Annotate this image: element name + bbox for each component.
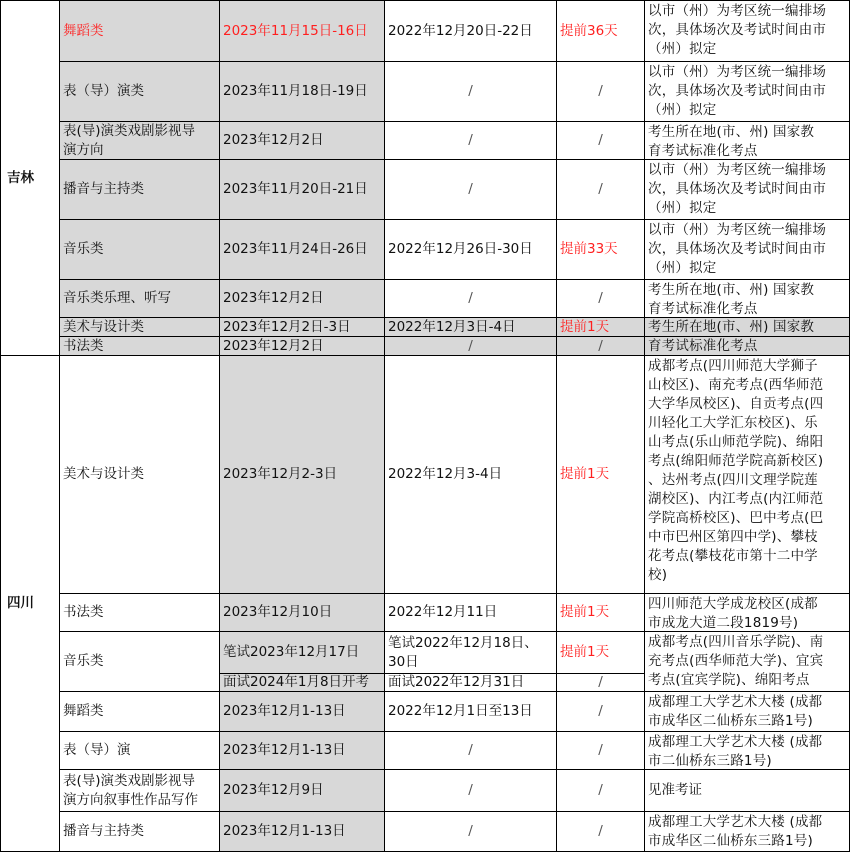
table-cell-category[interactable]: 书法类 [60,594,220,632]
table-cell-category[interactable]: 表(导)演类戏剧影视导 演方向 [60,122,220,160]
table-cell-category[interactable]: 表（导）演类 [60,62,220,122]
table-cell-exam-2022[interactable]: / [385,280,557,318]
table-cell-notes[interactable]: 成都考点(四川音乐学院)、南 充考点(西华师范大学)、宜宾 考点(宜宾学院)、绵阳考点 [645,632,850,692]
table-cell-category[interactable]: 音乐类乐理、听写 [60,280,220,318]
province-cell-sichuan[interactable] [0,356,60,852]
table-cell-notes[interactable]: 育考试标准化考点 [645,337,850,356]
table-cell-exam-2022[interactable]: / [385,732,557,770]
table-cell-exam-2023[interactable]: 笔试2023年12月17日 [220,632,385,674]
table-cell-exam-2022[interactable]: 2022年12月1日至13日 [385,692,557,732]
province-label: 四川 [7,595,34,611]
table-cell-notes[interactable]: 考生所在地(市、州) 国家教 [645,318,850,337]
table-cell-advance[interactable]: / [557,732,645,770]
table-cell-notes[interactable]: 见准考证 [645,770,850,812]
table-cell-exam-2023[interactable]: 2023年12月1-13日 [220,692,385,732]
table-cell-advance[interactable]: / [557,812,645,852]
table-cell-advance[interactable]: / [557,337,645,356]
table-cell-advance[interactable]: 提前36天 [557,0,645,62]
table-cell-interview-2022[interactable]: 面试2022年12月31日 [385,674,557,692]
table-cell-exam-2023[interactable]: 2023年12月2日 [220,337,385,356]
table-cell-advance[interactable]: / [557,280,645,318]
table-cell-exam-2022[interactable]: / [385,160,557,220]
table-cell-notes[interactable]: 考生所在地(市、州) 国家教 育考试标准化考点 [645,280,850,318]
table-cell-category[interactable]: 音乐类 [60,220,220,280]
table-cell-exam-2023[interactable]: 2023年11月24日-26日 [220,220,385,280]
table-cell-category[interactable]: 音乐类 [60,632,220,692]
table-cell-exam-2022[interactable]: 2022年12月3日-4日 [385,318,557,337]
table-cell-exam-2022[interactable]: 笔试2022年12月18日、 30日 [385,632,557,674]
table-cell-category[interactable]: 播音与主持类 [60,812,220,852]
table-cell-category[interactable]: 美术与设计类 [60,318,220,337]
table-cell-advance[interactable]: / [557,160,645,220]
table-cell-exam-2022[interactable]: / [385,122,557,160]
table-cell-advance[interactable]: / [557,62,645,122]
table-cell-advance[interactable]: 提前1天 [557,594,645,632]
table-cell-advance[interactable]: 提前1天 [557,632,645,674]
table-cell-category[interactable]: 表（导）演 [60,732,220,770]
table-cell-category[interactable]: 表(导)演类戏剧影视导 演方向叙事性作品写作 [60,770,220,812]
table-cell-advance[interactable]: / [557,770,645,812]
table-cell-category[interactable]: 舞蹈类 [60,0,220,62]
table-cell-exam-2023[interactable]: 2023年12月10日 [220,594,385,632]
table-cell-interview-advance[interactable]: / [557,674,645,692]
table-cell-notes[interactable]: 考生所在地(市、州) 国家教 育考试标准化考点 [645,122,850,160]
table-cell-exam-2022[interactable]: / [385,337,557,356]
table-cell-exam-2023[interactable]: 2023年12月2日 [220,280,385,318]
table-cell-notes[interactable]: 以市（州）为考区统一编排场 次，具体场次及考试时间由市 （州）拟定 [645,0,850,62]
table-cell-exam-2023[interactable]: 2023年12月1-13日 [220,732,385,770]
table-cell-notes[interactable]: 以市（州）为考区统一编排场 次，具体场次及考试时间由市 （州）拟定 [645,160,850,220]
table-cell-category[interactable]: 书法类 [60,337,220,356]
table-cell-exam-2022[interactable]: 2022年12月20日-22日 [385,0,557,62]
table-cell-exam-2022[interactable]: / [385,770,557,812]
table-cell-exam-2023[interactable]: 2023年12月2日-3日 [220,318,385,337]
table-cell-notes[interactable]: 成都理工大学艺术大楼 (成都 市成华区二仙桥东三路1号) [645,812,850,852]
province-cell-jilin[interactable] [0,0,60,356]
table-cell-advance[interactable]: / [557,122,645,160]
table-cell-notes[interactable]: 成都理工大学艺术大楼 (成都 市二仙桥东三路1号) [645,732,850,770]
table-cell-exam-2023[interactable]: 2023年12月1-13日 [220,812,385,852]
table-cell-exam-2022[interactable]: / [385,62,557,122]
table-cell-exam-2023[interactable]: 2023年11月20日-21日 [220,160,385,220]
table-cell-exam-2022[interactable]: 2022年12月11日 [385,594,557,632]
table-cell-notes[interactable]: 成都理工大学艺术大楼 (成都 市成华区二仙桥东三路1号) [645,692,850,732]
table-cell-notes[interactable]: 以市（州）为考区统一编排场 次，具体场次及考试时间由市 （州）拟定 [645,62,850,122]
table-cell-advance[interactable]: / [557,692,645,732]
table-cell-notes[interactable]: 成都考点(四川师范大学狮子 山校区)、南充考点(西华师范 大学华凤校区)、自贡考点(四 川轻化工大学汇东校区)、乐 山考点(乐山师范学院)、绵阳 考点(绵阳师范学院高新校区) 、达州考点(四川文理学院莲 湖校区)、内江考点(内江师范 学院高桥校区)、巴中考点(巴 中市巴州区第四中学)、攀枝 花考点(攀枝花市第十二中学 校) [645,356,850,594]
table-cell-category[interactable]: 舞蹈类 [60,692,220,732]
table-cell-exam-2023[interactable]: 2023年12月2-3日 [220,356,385,594]
table-cell-exam-2023[interactable]: 2023年12月2日 [220,122,385,160]
table-cell-notes[interactable]: 以市（州）为考区统一编排场 次，具体场次及考试时间由市 （州）拟定 [645,220,850,280]
table-cell-category[interactable]: 播音与主持类 [60,160,220,220]
table-cell-interview-2023[interactable]: 面试2024年1月8日开考 [220,674,385,692]
table-cell-exam-2023[interactable]: 2023年11月18日-19日 [220,62,385,122]
table-cell-advance[interactable]: 提前1天 [557,356,645,594]
province-label: 吉林 [7,169,34,186]
table-cell-exam-2023[interactable]: 2023年12月9日 [220,770,385,812]
table-cell-notes[interactable]: 四川师范大学成龙校区(成都 市成龙大道二段1819号) [645,594,850,632]
table-cell-advance[interactable]: 提前33天 [557,220,645,280]
table-cell-advance[interactable]: 提前1天 [557,318,645,337]
table-cell-exam-2023[interactable]: 2023年11月15日-16日 [220,0,385,62]
table-cell-category[interactable]: 美术与设计类 [60,356,220,594]
table-cell-exam-2022[interactable]: 2022年12月26日-30日 [385,220,557,280]
table-cell-exam-2022[interactable]: / [385,812,557,852]
table-cell-exam-2022[interactable]: 2022年12月3-4日 [385,356,557,594]
